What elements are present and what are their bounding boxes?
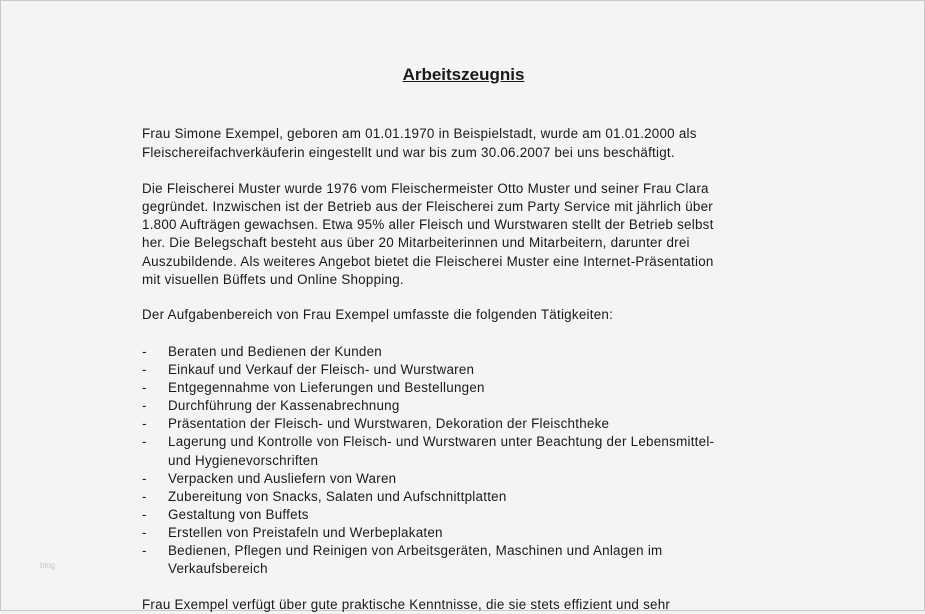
bullet: -	[142, 416, 147, 431]
task-item-continuation: Verkaufsbereich	[168, 561, 268, 576]
watermark: blog	[40, 561, 56, 570]
text-line: mit visuellen Büffets und Online Shopping.	[142, 272, 404, 287]
text-line: Fleischereifachverkäuferin eingestellt und war bis zum 30.06.2007 bei uns beschäftigt.	[142, 145, 675, 160]
text-line: her. Die Belegschaft besteht aus über 20 Mitarbeiterinnen und Mitarbeitern, darunter drei	[142, 235, 690, 250]
task-item: Zubereitung von Snacks, Salaten und Aufschnittplatten	[168, 489, 507, 504]
task-item: Durchführung der Kassenabrechnung	[168, 398, 400, 413]
task-item: Bedienen, Pflegen und Reinigen von Arbeitsgeräten, Maschinen und Anlagen im	[168, 543, 663, 558]
task-item: Präsentation der Fleisch- und Wurstwaren, Dekoration der Fleischtheke	[168, 416, 610, 431]
task-item: Einkauf und Verkauf der Fleisch- und Wurstwaren	[168, 362, 475, 377]
task-item: Erstellen von Preistafeln und Werbeplakaten	[168, 525, 443, 540]
text-line: Auszubildende. Als weiteres Angebot bietet die Fleischerei Muster eine Internet-Präsentation	[142, 254, 714, 269]
text-line: gegründet. Inzwischen ist der Betrieb aus der Fleischerei zum Party Service mit jährlich über	[142, 199, 714, 214]
bullet: -	[142, 543, 147, 558]
bullet: -	[142, 489, 147, 504]
bullet: -	[142, 471, 147, 486]
bullet: -	[142, 525, 147, 540]
document-title: Arbeitszeugnis	[402, 65, 525, 84]
task-item: Gestaltung von Buffets	[168, 507, 309, 522]
text-line: Frau Simone Exempel, geboren am 01.01.1970 in Beispielstadt, wurde am 01.01.2000 als	[142, 126, 697, 141]
text-line: Die Fleischerei Muster wurde 1976 vom Fleischermeister Otto Muster und seiner Frau Clara	[142, 181, 709, 196]
bullet: -	[142, 398, 147, 413]
bullet: -	[142, 434, 147, 449]
bullet: -	[142, 344, 147, 359]
task-item-continuation: und Hygienevorschriften	[168, 453, 319, 468]
bullet: -	[142, 507, 147, 522]
bullet: -	[142, 362, 147, 377]
text-line: 1.800 Aufträgen gewachsen. Etwa 95% aller Fleisch und Wurstwaren stellt der Betrieb selbst	[142, 217, 714, 232]
text-line: Der Aufgabenbereich von Frau Exempel umfasste die folgenden Tätigkeiten:	[142, 307, 614, 322]
bullet: -	[142, 380, 147, 395]
task-item: Beraten und Bedienen der Kunden	[168, 344, 382, 359]
task-item: Lagerung und Kontrolle von Fleisch- und Wurstwaren unter Beachtung der Lebensmittel-	[168, 434, 715, 449]
task-item: Verpacken und Ausliefern von Waren	[168, 471, 397, 486]
text-line: Frau Exempel verfügt über gute praktische Kenntnisse, die sie stets effizient und sehr	[142, 597, 671, 612]
task-item: Entgegennahme von Lieferungen und Bestellungen	[168, 380, 485, 395]
